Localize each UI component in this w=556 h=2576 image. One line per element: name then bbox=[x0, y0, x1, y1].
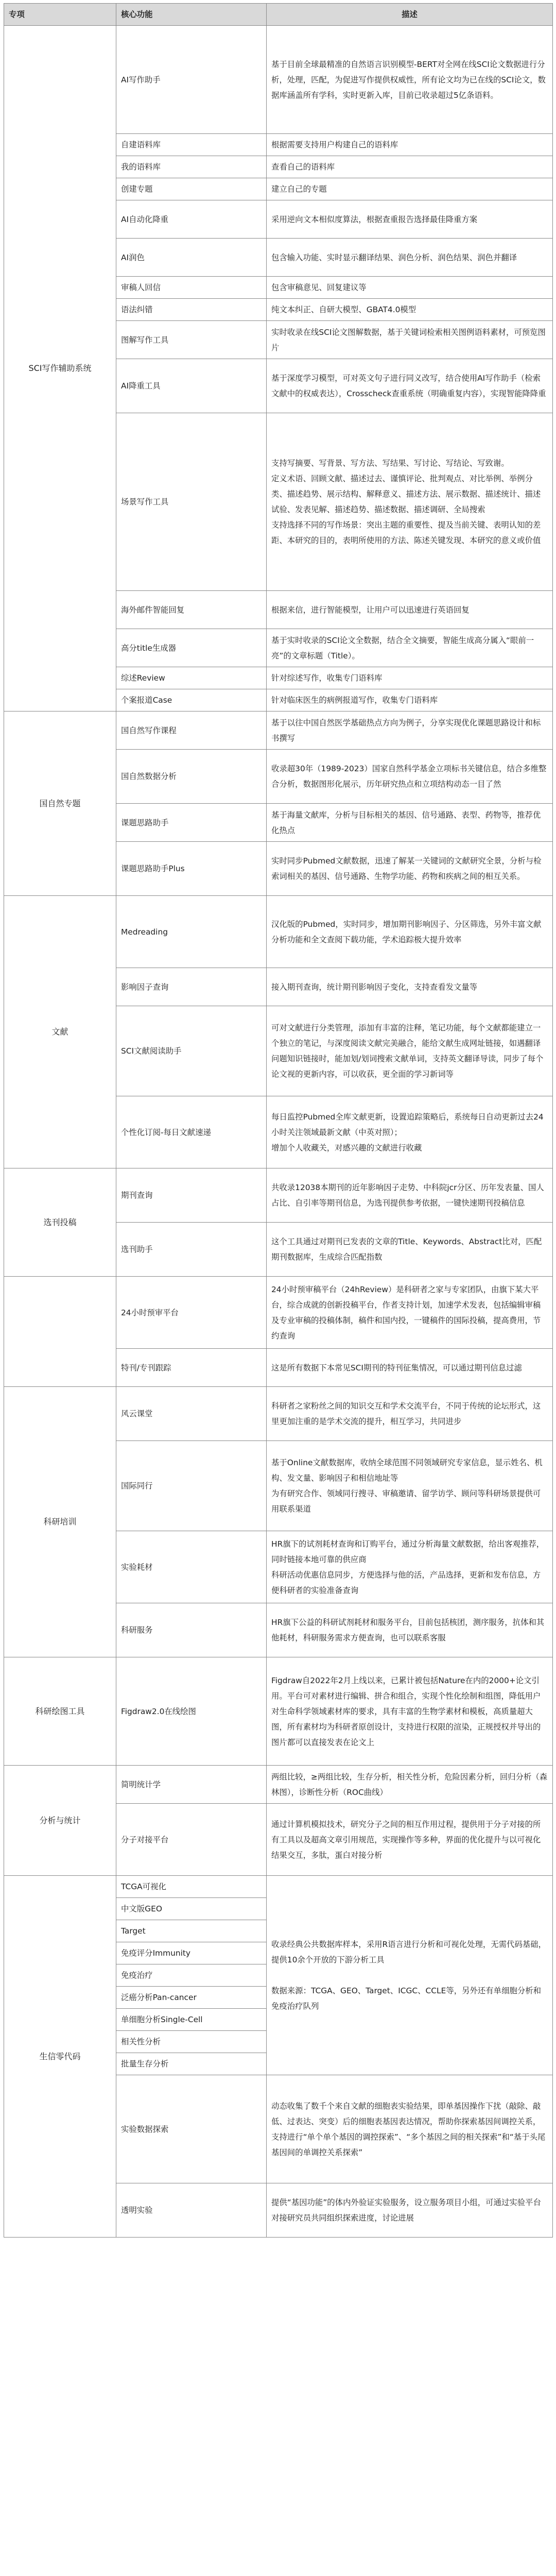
feature-cell: AI降重工具 bbox=[116, 359, 267, 413]
table-body bbox=[4, 26, 553, 2238]
feature-cell: 个性化订阅-每日文献速递 bbox=[116, 1096, 267, 1168]
description-cell: 收录超30年（1989-2023）国家自然科学基金立项标书关键信息，结合多维整合分析，数据图形化展示，历年研究热点和立项结构动态一目了然 bbox=[267, 750, 553, 804]
description-cell: 可对文献进行分类管理，添加有丰富的注释，笔记功能，每个文献都能建立一个独立的笔记，与深度阅读文献完美融合，能给文献生成网址链接，如遇翻译问题知识链接时，能加划/划词搜索文献单词，支持英文翻译导读，同步了每个论文视的更新内容，可以收获，更全面的学习新词等 bbox=[267, 1006, 553, 1096]
description-cell: 包含输入功能、实时显示翻译结果、润色分析、润色结果、润色并翻译 bbox=[267, 239, 553, 277]
description-cell: 支持写摘要、写背景、写方法、写结果、写讨论、写结论、写致谢。 定义术语、回顾文献、描述过去、谨慎评论、批判观点、对比举例、举例分类、描述趋势、展示结构、解释意义、描述方法、展示数据、描述统计、描述试验、发表见解、描述趋势、描述数据、描述调研、全局搜索 支持选择不同的写作场景：突出主题的重要性、提及当前关键、表明认知的差距、本研究的目的，表明所使用的方法、陈述关键发现、本研究的意义或价值 bbox=[267, 413, 553, 591]
description-cell: 基于目前全球最精准的自然语言识别模型-BERT对全网在线SCI论文数据进行分析，处理，匹配，为促进写作提供权威性，所有论文均为已在线的SCI论文，数据库涵盖所有学科，实时更新入库，目前已收录超过5亿条语料。 bbox=[267, 26, 553, 134]
feature-cell: 国自然写作课程 bbox=[116, 711, 267, 750]
feature-cell: 个案报道Case bbox=[116, 689, 267, 711]
feature-cell: 单细胞分析Single-Cell bbox=[116, 2009, 267, 2031]
category-cell: 科研培训 bbox=[4, 1387, 116, 1657]
description-cell: 科研者之家粉丝之间的知识交互和学术交流平台，不同于传统的论坛形式，这里更加注重的是学术交流的提升，相互学习，共同进步 bbox=[267, 1387, 553, 1441]
description-cell: 接入期刊查询，统计期刊影响因子变化，支持查看发文量等 bbox=[267, 968, 553, 1006]
description-cell: 纯文本纠正、自研大模型、GBAT4.0模型 bbox=[267, 299, 553, 321]
category-cell: 生信零代码 bbox=[4, 1876, 116, 2238]
feature-cell: 海外邮件智能回复 bbox=[116, 591, 267, 629]
description-cell: 根据来信，进行智能模型，让用户可以迅速进行英语回复 bbox=[267, 591, 553, 629]
description-cell: 基于Online文献数据库，收纳全球范围不同领域研究专家信息，显示姓名、机构、发文量、影响因子和相信地址等 为有研究合作、领域同行搜寻、审稿邀请、留学访学、顾问等科研场景提供可用联系渠道 bbox=[267, 1441, 553, 1531]
header-feature: 核心功能 bbox=[116, 4, 267, 26]
feature-cell: 影响因子查询 bbox=[116, 968, 267, 1006]
description-cell: 这个工具通过对期刊已发表的文章的Title、Keywords、Abstract比对，匹配期刊数据库，生成综合匹配指数 bbox=[267, 1223, 553, 1277]
table-row bbox=[4, 1657, 553, 1766]
feature-cell: 课题思路助手 bbox=[116, 804, 267, 842]
feature-cell: SCI文献阅读助手 bbox=[116, 1006, 267, 1096]
description-cell: 查看自己的语料库 bbox=[267, 156, 553, 178]
feature-cell: Medreading bbox=[116, 896, 267, 968]
feature-cell: 课题思路助手Plus bbox=[116, 842, 267, 896]
feature-cell: 简明统计学 bbox=[116, 1766, 267, 1804]
header-category: 专项 bbox=[4, 4, 116, 26]
feature-cell: 国际同行 bbox=[116, 1441, 267, 1531]
table-row bbox=[4, 1168, 553, 1223]
table-row bbox=[4, 26, 553, 134]
feature-cell: 特刊/专刊跟踪 bbox=[116, 1349, 267, 1387]
feature-cell: 图解写作工具 bbox=[116, 321, 267, 359]
description-cell: 针对临床医生的病例报道写作，收集专门语料库 bbox=[267, 689, 553, 711]
table-row bbox=[4, 896, 553, 968]
description-cell: 两组比较，≥两组比较，生存分析，相关性分析，危险因素分析，回归分析（森林图），诊断性分析（ROC曲线） bbox=[267, 1766, 553, 1804]
feature-cell: AI润色 bbox=[116, 239, 267, 277]
feature-cell: TCGA可视化 bbox=[116, 1876, 267, 1898]
table-row bbox=[4, 1766, 553, 1804]
feature-cell: 风云课堂 bbox=[116, 1387, 267, 1441]
feature-cell: 国自然数据分析 bbox=[116, 750, 267, 804]
description-cell: 收录经典公共数据库样本，采用R语言进行分析和可视化处理，无需代码基础，提供10余个开放的下游分析工具 数据来源：TCGA、GEO、Target、ICGC、CCLE等，另外还有单细胞分析和免疫治疗队列 bbox=[267, 1876, 553, 2075]
feature-cell: 实验数据探索 bbox=[116, 2075, 267, 2183]
feature-cell: 中文版GEO bbox=[116, 1898, 267, 1920]
feature-cell: 科研服务 bbox=[116, 1603, 267, 1657]
description-cell: 基于以往中国自然医学基础热点方向为例子，分享实现优化课题思路设计和标书撰写 bbox=[267, 711, 553, 750]
description-cell: 这是所有数据下本常见SCI期刊的特刊征集情况，可以通过期刊信息过滤 bbox=[267, 1349, 553, 1387]
table-row bbox=[4, 1277, 553, 1349]
category-cell: 选刊投稿 bbox=[4, 1168, 116, 1277]
feature-cell: 语法纠错 bbox=[116, 299, 267, 321]
feature-cell: 免疫评分Immunity bbox=[116, 1942, 267, 1964]
feature-table-sheet bbox=[4, 3, 552, 2238]
description-cell: 采用逆向文本相似度算法，根据查重报告选择最佳降重方案 bbox=[267, 200, 553, 239]
feature-cell: 创建专题 bbox=[116, 178, 267, 200]
description-cell: 共收录12038本期刊的近年影响因子走势、中科院jcr分区、历年发表量、国人占比、自引率等期刊信息，为选刊提供参考依据，一键快速期刊投稿信息 bbox=[267, 1168, 553, 1223]
category-cell: 科研绘图工具 bbox=[4, 1657, 116, 1766]
feature-cell: 场景写作工具 bbox=[116, 413, 267, 591]
table-header-row bbox=[4, 4, 553, 26]
description-cell: 每日监控Pubmed全库文献更新，设置追踪策略后，系统每日自动更新过去24小时关注领域最新文献（中英对照）； 增加个人收藏关，对感兴趣的文献进行收藏 bbox=[267, 1096, 553, 1168]
feature-cell: 审稿人回信 bbox=[116, 277, 267, 299]
description-cell: 包含审稿意见、回复建议等 bbox=[267, 277, 553, 299]
feature-cell: 实验耗材 bbox=[116, 1531, 267, 1603]
feature-cell: 期刊查询 bbox=[116, 1168, 267, 1223]
feature-cell: AI自动化降重 bbox=[116, 200, 267, 239]
description-cell: 实时同步Pubmed文献数据，迅速了解某一关键词的文献研究全景，分析与检索词相关的基因、信号通路、生物学功能、药物和疾病之间的相互关系。 bbox=[267, 842, 553, 896]
feature-cell: 24小时预审平台 bbox=[116, 1277, 267, 1349]
description-cell: 实时收录在线SCI论文图解数据，基于关键词检索相关图例语料素材，可预览图片 bbox=[267, 321, 553, 359]
category-cell: 分析与统计 bbox=[4, 1766, 116, 1876]
feature-cell: 高分title生成器 bbox=[116, 629, 267, 667]
description-cell: Figdraw自2022年2月上线以来，已累计被包括Nature在内的2000+论文引用。平台可对素材进行编辑、拼合和组合，实现个性化绘制和组图，降低用户对生命科学领域素材库的要求，具有丰富的生物学素材和模板，高质量超大图，所有素材均为科研者原创设计，支持进行权限的渲染，正规授权并导出的图片都可以直接发表在论文上 bbox=[267, 1657, 553, 1766]
description-cell: HR旗下的试剂耗材查询和订购平台，通过分析海量文献数据，给出客观推荐，同时链接本地可靠的供应商 科研活动优惠信息同步，方便选择与他的活，产品选择，更新和发布信息，方便科研者的实验准备查询 bbox=[267, 1531, 553, 1603]
feature-table bbox=[4, 3, 553, 2238]
table-row bbox=[4, 1876, 553, 1898]
feature-cell: 分子对接平台 bbox=[116, 1804, 267, 1876]
feature-cell: AI写作助手 bbox=[116, 26, 267, 134]
feature-cell: 选刊助手 bbox=[116, 1223, 267, 1277]
feature-cell: 我的语料库 bbox=[116, 156, 267, 178]
feature-cell: Target bbox=[116, 1920, 267, 1942]
description-cell: 建立自己的专题 bbox=[267, 178, 553, 200]
description-cell: 根据需要支持用户构建自己的语料库 bbox=[267, 134, 553, 156]
description-cell: 动态收集了数千个来自文献的细胞表实验结果，即单基因操作下扰（敲除、敲低、过表达、突变）后的细胞表基因表达情况，帮助你探索基因间调控关系，支持进行“单个单个基因的调控探索”、“多个基因之间的相关探索”和“基于头尾基因间的单调控关系探索” bbox=[267, 2075, 553, 2183]
category-cell: 国自然专题 bbox=[4, 711, 116, 896]
category-cell bbox=[4, 1277, 116, 1387]
description-cell: 通过计算机模拟技术，研究分子之间的相互作用过程，提供用于分子对接的所有工具以及超高文章引用规范，实现操作等多种，界面的优化提升与以可视化结果交互，多肽，蛋白对接分析 bbox=[267, 1804, 553, 1876]
description-cell: 基于海量文献库，分析与目标相关的基因、信号通路、表型、药物等，推荐优化热点 bbox=[267, 804, 553, 842]
description-cell: 针对综述写作，收集专门语料库 bbox=[267, 667, 553, 689]
feature-cell: Figdraw2.0在线绘图 bbox=[116, 1657, 267, 1766]
feature-cell: 免疫治疗 bbox=[116, 1964, 267, 1987]
feature-cell: 相关性分析 bbox=[116, 2031, 267, 2053]
description-cell: HR旗下公益的科研试剂耗材和服务平台，目前包括核团，测序服务，抗体和其他耗材，科研服务需求方便查询，也可以联系客服 bbox=[267, 1603, 553, 1657]
description-cell: 汉化版的Pubmed，实时同步，增加期刊影响因子、分区筛选，另外丰富文献分析功能和全文查阅下载功能，学术追踪极大提升效率 bbox=[267, 896, 553, 968]
feature-cell: 综述Review bbox=[116, 667, 267, 689]
table-row bbox=[4, 711, 553, 750]
feature-cell: 自建语料库 bbox=[116, 134, 267, 156]
feature-cell: 透明实验 bbox=[116, 2183, 267, 2238]
category-cell: SCI写作辅助系统 bbox=[4, 26, 116, 711]
header-description: 描述 bbox=[267, 4, 553, 26]
feature-cell: 泛癌分析Pan-cancer bbox=[116, 1987, 267, 2009]
description-cell: 24小时预审稿平台（24hReview）是科研者之家与专家团队，由旗下某大平台，综合成就的创新投稿平台，作者支持计划，加速学术发表，包括编辑审稿及专业审稿的投稿体制，稿件和国内投，一键稿件的国际投稿，提高费用，节约查询 bbox=[267, 1277, 553, 1349]
table-row bbox=[4, 1387, 553, 1441]
category-cell: 文献 bbox=[4, 896, 116, 1168]
description-cell: 基于实时收录的SCI论文全数据，结合全文摘要，智能生成高分属入“眼前一亮”的文章标题（Title）。 bbox=[267, 629, 553, 667]
feature-cell: 批量生存分析 bbox=[116, 2053, 267, 2075]
description-cell: 提供“基因功能”的体内外验证实验服务，设立服务项目小组，可通过实验平台对接研究员共同组织探索进度，讨论进展 bbox=[267, 2183, 553, 2238]
description-cell: 基于深度学习模型，可对英文句子进行同义改写，结合使用AI写作助手（检索文献中的权威表达），Crosscheck查重系统（明确重复内容），实现智能降降重 bbox=[267, 359, 553, 413]
